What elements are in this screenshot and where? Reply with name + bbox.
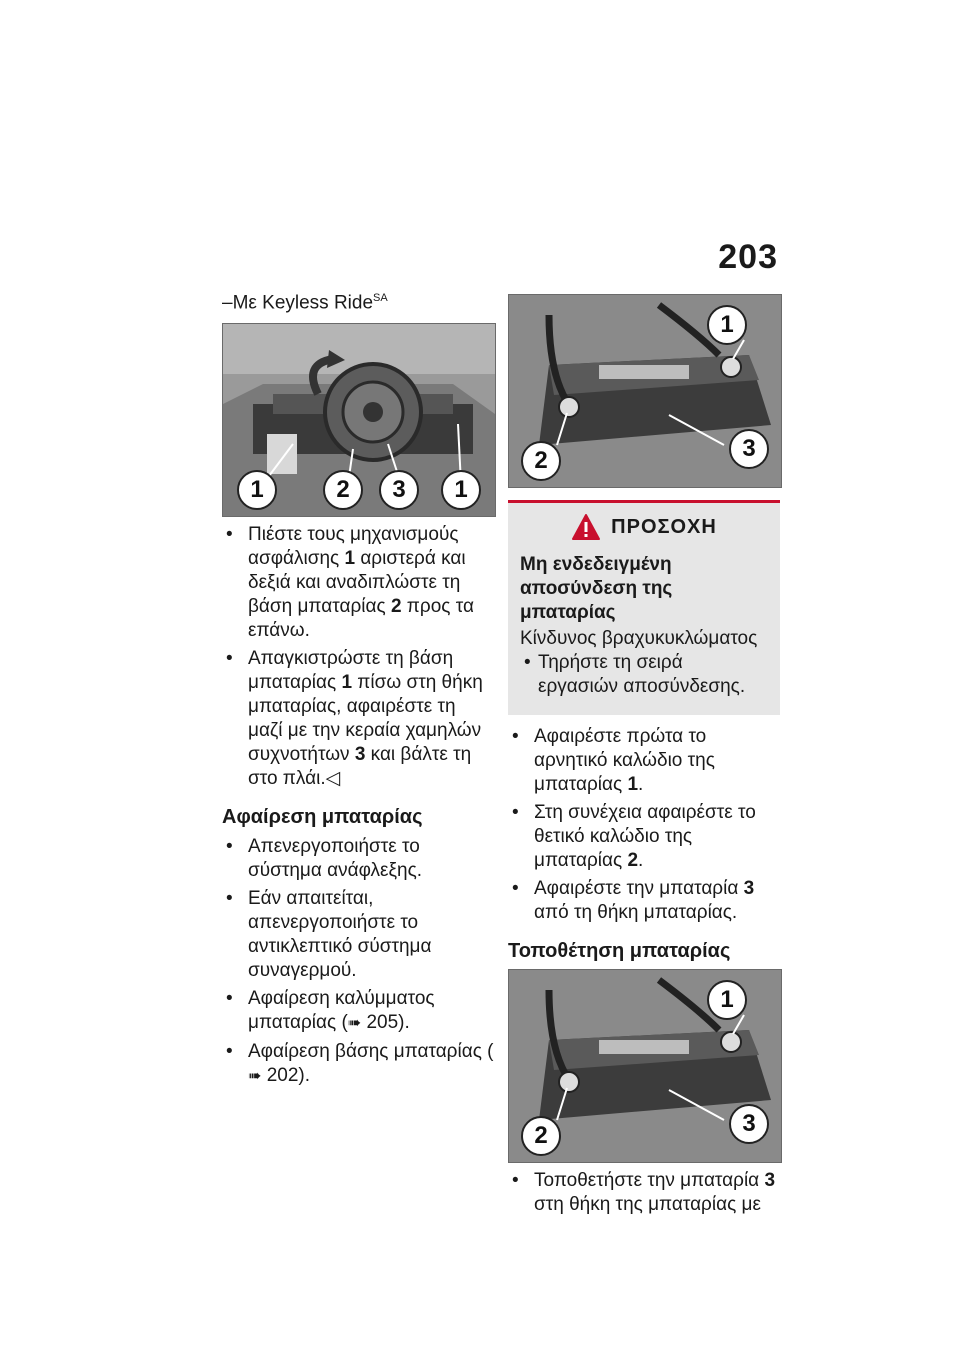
warning-box: [508, 500, 780, 715]
list-item: • Πιέστε τους μηχανισμούς ασφάλισης 1 αριστερά και δεξιά και αναδιπλώστε τη βάση μπαταρίας 2 προς τα επάνω.: [222, 523, 494, 643]
page-number: 203: [718, 238, 778, 276]
figure-battery-holder: [222, 323, 496, 517]
left-column: [222, 286, 494, 1093]
figure-battery-cables: [508, 294, 782, 488]
warning-subtitle: Μη ενδεδειγμένη αποσύνδεση της μπαταρίας: [520, 554, 673, 623]
reference-arrow-icon: ➠: [248, 1068, 262, 1086]
list-item: • Τοποθετήστε την μπαταρία 3 στη θήκη της μπαταρίας με: [508, 1169, 780, 1217]
bullets-remove: [222, 835, 494, 1089]
list-item: • Αφαιρέστε πρώτα το αρνητικό καλώδιο της μπαταρίας 1.: [508, 725, 780, 797]
callout-3: 3: [729, 1104, 769, 1144]
warning-text: Κίνδυνος βραχυκυκλώματος: [520, 628, 758, 649]
reference-arrow-icon: ➠: [347, 1015, 362, 1033]
list-item: • Εάν απαιτείται, απενεργοποιήστε το αντικλεπτικό σύστημα συναγερμού.: [222, 887, 494, 983]
callout-2: 2: [521, 441, 561, 481]
subheading: [222, 286, 494, 315]
section-title-remove-battery: Αφαίρεση μπαταρίας: [222, 806, 423, 829]
bullets-disconnect: [508, 725, 780, 925]
subheading-text: –Με Keyless Ride: [222, 292, 374, 314]
callout-1a: 1: [237, 470, 277, 510]
figure-battery-install: [508, 969, 782, 1163]
callout-2: 2: [323, 470, 363, 510]
bullets-install: [508, 1169, 780, 1217]
right-column: [508, 294, 780, 1221]
list-item: • Απενεργοποιήστε το σύστημα ανάφλεξης.: [222, 835, 494, 883]
callout-2: 2: [521, 1116, 561, 1156]
list-item: • Απαγκιστρώστε τη βάση μπαταρίας 1 πίσω στη θήκη μπαταρίας, αφαιρέστε τη μαζί με την κεραία χαμηλών συχνοτήτων 3 και βάλτε τη στο πλάι.◁: [222, 647, 494, 791]
page-reference-link[interactable]: 202).: [266, 1065, 310, 1087]
list-item: • Αφαίρεση βάσης μπαταρίας (➠ 202).: [222, 1040, 494, 1089]
warning-title: ΠΡΟΣΟΧΗ: [611, 516, 717, 538]
warning-bullets: [520, 651, 768, 699]
bullets-unlock: [222, 523, 494, 791]
subheading-sup: SA: [373, 292, 388, 304]
list-item: • Στη συνέχεια αφαιρέστε το θετικό καλώδιο της μπαταρίας 2.: [508, 801, 780, 873]
section-title-install-battery: Τοποθέτηση μπαταρίας: [508, 940, 731, 962]
list-item: • Τηρήστε τη σειρά εργασιών αποσύνδεσης.: [520, 651, 768, 699]
callout-1b: 1: [441, 470, 481, 510]
warning-header: [520, 513, 768, 541]
callout-3: 3: [729, 429, 769, 469]
callout-1: 1: [707, 980, 747, 1020]
list-item: • Αφαιρέστε την μπαταρία 3 από τη θήκη μπαταρίας.: [508, 877, 780, 925]
page-reference-link[interactable]: 205).: [366, 1012, 410, 1034]
callout-3: 3: [379, 470, 419, 510]
list-item: • Αφαίρεση καλύμματος μπαταρίας (➠ 205).: [222, 987, 494, 1036]
warning-triangle-icon: [571, 513, 601, 541]
callout-1: 1: [707, 305, 747, 345]
